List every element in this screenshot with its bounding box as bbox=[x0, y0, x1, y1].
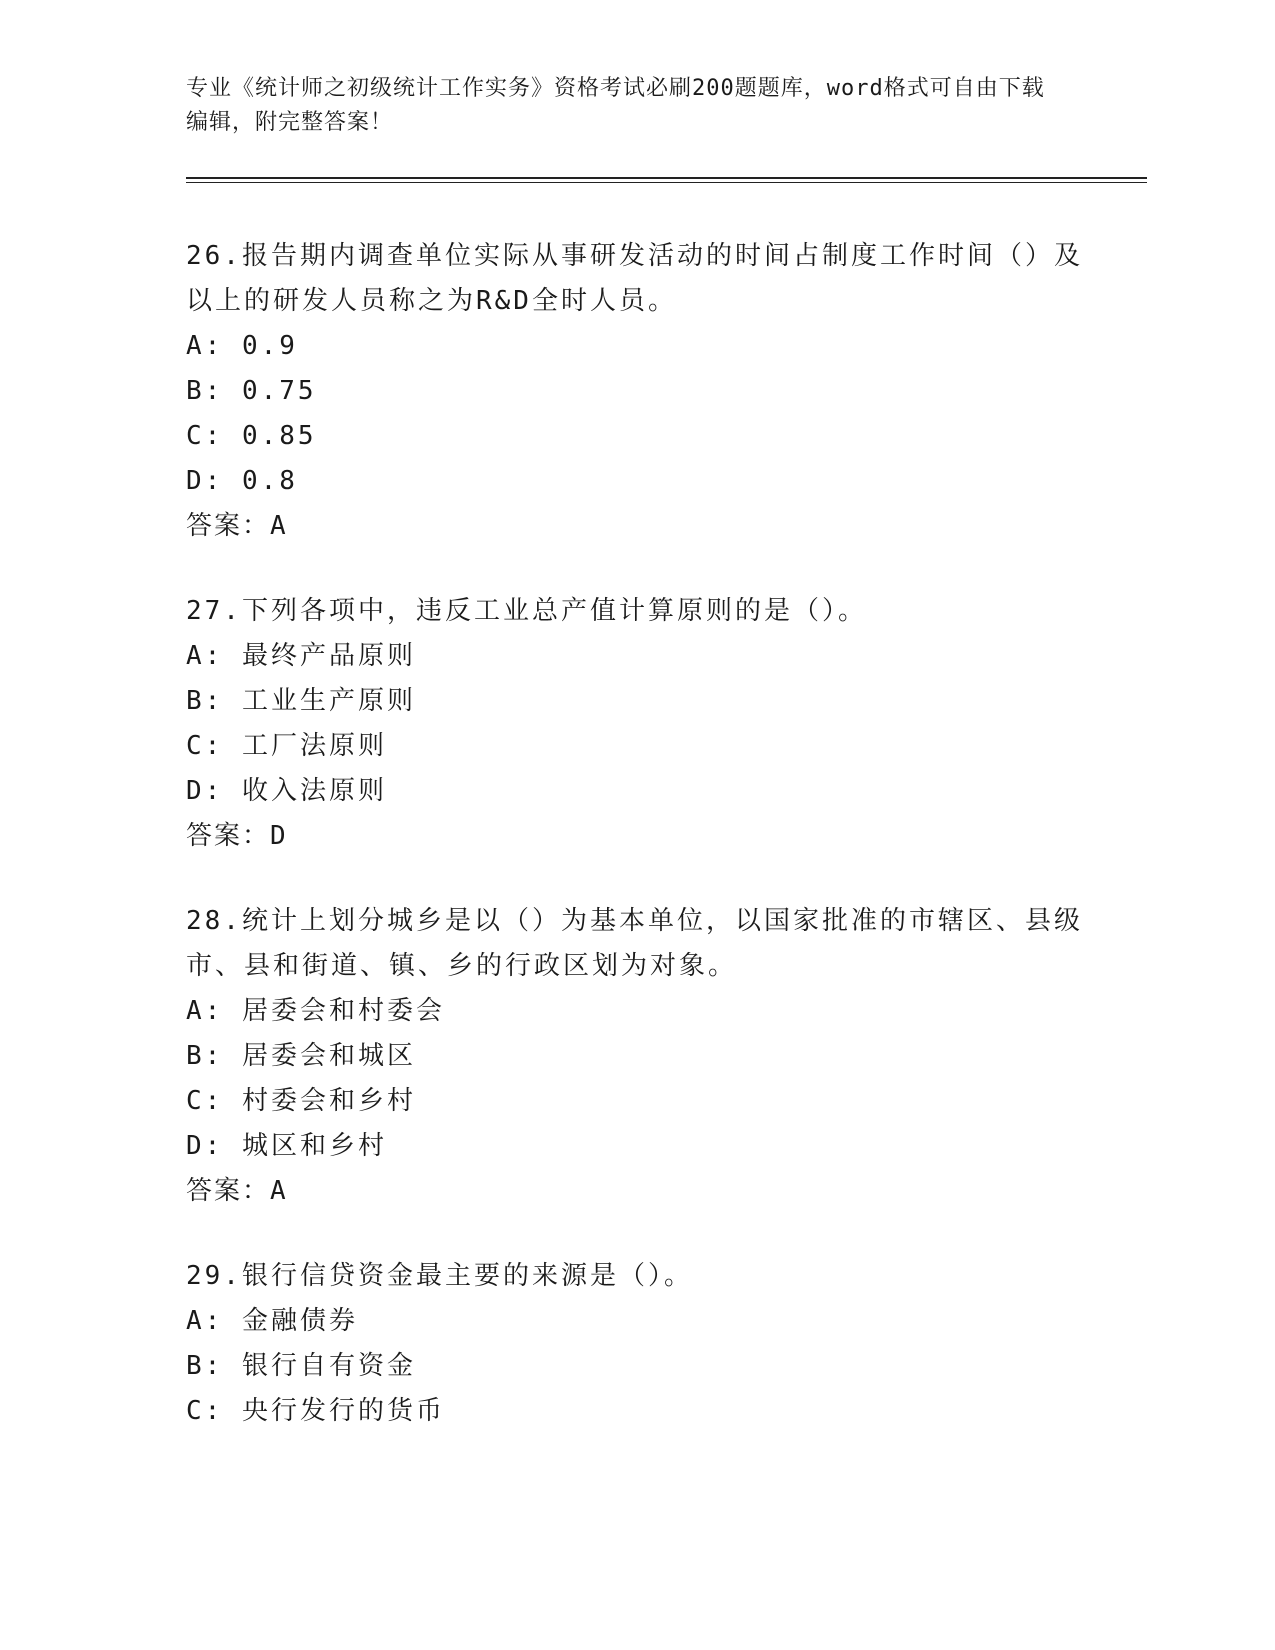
option-b: B: 工业生产原则 bbox=[186, 686, 416, 716]
option-a: A: 居委会和村委会 bbox=[186, 996, 445, 1026]
question-26 bbox=[186, 234, 1086, 549]
option-a: A: 0.9 bbox=[186, 331, 298, 361]
question-stem: 29.银行信贷资金最主要的来源是（）。 bbox=[186, 1261, 693, 1291]
option-c: C: 村委会和乡村 bbox=[186, 1086, 416, 1116]
answer-line: 答案：A bbox=[186, 1176, 288, 1206]
option-d: D: 收入法原则 bbox=[186, 776, 387, 806]
question-stem: 26.报告期内调查单位实际从事研发活动的时间占制度工作时间（）及以上的研发人员称之为R&D全时人员。 bbox=[186, 241, 1083, 316]
question-28 bbox=[186, 899, 1086, 1214]
option-c: C: 工厂法原则 bbox=[186, 731, 387, 761]
option-b: B: 居委会和城区 bbox=[186, 1041, 416, 1071]
question-27 bbox=[186, 589, 1086, 859]
option-a: A: 最终产品原则 bbox=[186, 641, 416, 671]
answer-line: 答案：A bbox=[186, 511, 288, 541]
question-29 bbox=[186, 1254, 1086, 1434]
option-b: B: 0.75 bbox=[186, 376, 317, 406]
answer-line: 答案：D bbox=[186, 821, 288, 851]
option-d: D: 0.8 bbox=[186, 466, 298, 496]
question-list bbox=[186, 234, 1086, 1474]
option-a: A: 金融债券 bbox=[186, 1306, 358, 1336]
option-c: C: 0.85 bbox=[186, 421, 317, 451]
header-divider-thin bbox=[186, 182, 1147, 183]
option-c: C: 央行发行的货币 bbox=[186, 1396, 445, 1426]
question-stem: 27.下列各项中，违反工业总产值计算原则的是（）。 bbox=[186, 596, 867, 626]
option-d: D: 城区和乡村 bbox=[186, 1131, 387, 1161]
header-divider-thick bbox=[186, 177, 1147, 179]
option-b: B: 银行自有资金 bbox=[186, 1351, 416, 1381]
document-header: 专业《统计师之初级统计工作实务》资格考试必刷200题题库，word格式可自由下载编辑，附完整答案！ bbox=[186, 76, 1045, 135]
question-stem: 28.统计上划分城乡是以（）为基本单位，以国家批准的市辖区、县级市、县和街道、镇、乡的行政区划为对象。 bbox=[186, 906, 1083, 981]
